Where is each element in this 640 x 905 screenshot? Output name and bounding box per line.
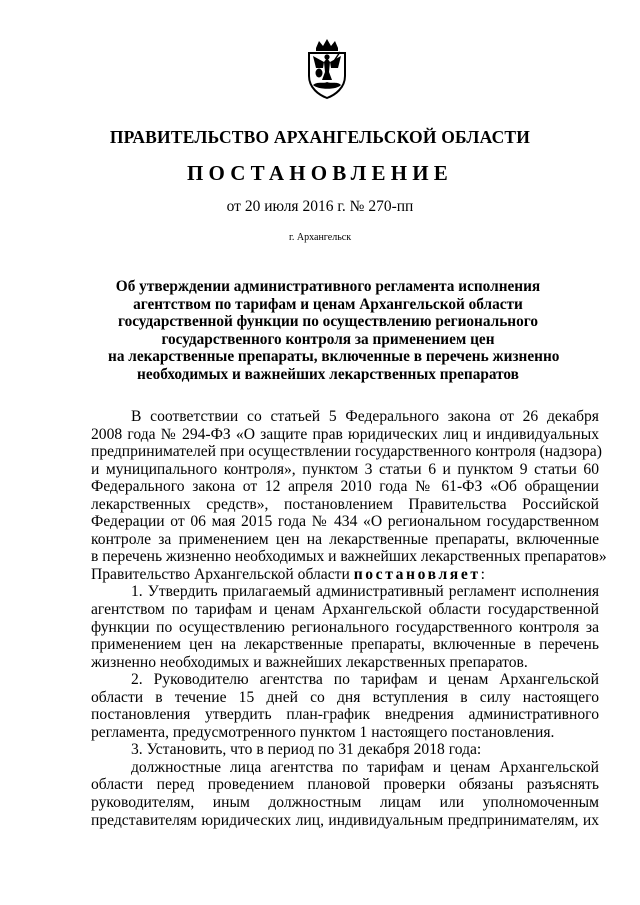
body-line: области в течение 15 дней со дня вступления в силу настоящего	[91, 688, 599, 706]
body-line: контроле за применением цен на лекарственные препараты, включенные	[91, 530, 599, 548]
city: г. Архангельск	[288, 232, 352, 243]
body-line: В соответствии со статьей 5 Федерального закона от 26 декабря	[131, 408, 599, 425]
document-title	[108, 278, 560, 383]
body-line: применением цен на лекарственные препараты, включенные в перечень	[91, 636, 599, 654]
body-line: жизненно необходимых и важнейших лекарственных препаратов.	[91, 653, 528, 671]
body-line: 2. Руководителю агентства по тарифам и ценам Архангельской	[131, 671, 599, 689]
body-line: постановления утвердить план-график внедрения административного	[91, 706, 599, 724]
title-line: необходимых и важнейших лекарственных препаратов	[137, 365, 519, 383]
body-line: в перечень жизненно необходимых и важнейших лекарственных препаратов»	[91, 548, 607, 566]
coat-of-arms-emblem	[304, 38, 350, 100]
date-and-number: от 20 июля 2016 г. № 270-пп	[226, 198, 414, 215]
body-line-resolves	[91, 566, 599, 584]
body-line: представителям юридических лиц, индивидуальным предпринимателям, их	[91, 811, 599, 829]
body-line: функции по осуществлению регионального государственного контроля за	[91, 618, 599, 636]
body-line: области перед проведением плановой проверки обязаны разъяснять	[91, 776, 599, 794]
title-line: Об утверждении административного регламента исполнения	[115, 278, 541, 295]
body-line: предпринимателей при осуществлении государственного контроля (надзора)	[91, 443, 602, 461]
body-line: регламента, предусмотренного пунктом 1 настоящего постановления.	[91, 723, 555, 741]
body-line-text: Правительство Архангельской области	[91, 565, 350, 583]
body-line: руководителям, иным должностным лицам или уполномоченным	[91, 794, 599, 812]
resolves-colon: :	[480, 565, 485, 583]
body-line: 1. Утвердить прилагаемый административный регламент исполнения	[131, 583, 599, 601]
body-line: и муниципального контроля», пунктом 3 статьи 6 и пунктом 9 статьи 60	[91, 460, 599, 478]
body-line: агентством по тарифам и ценам Архангельской области государственной	[91, 601, 599, 619]
body-line: должностные лица агентства по тарифам и ценам Архангельской	[131, 758, 599, 776]
document-body	[91, 408, 607, 829]
body-line: Федерации от 06 мая 2015 года № 434 «О региональном государственном	[91, 513, 599, 531]
resolves-word: постановляет	[353, 565, 481, 583]
body-line: 3. Установить, что в период по 31 декабря 2018 года:	[131, 741, 482, 759]
government-name: ПРАВИТЕЛЬСТВО АРХАНГЕЛЬСКОЙ ОБЛАСТИ	[109, 127, 531, 147]
title-line: на лекарственные препараты, включенные в перечень жизненно	[108, 348, 560, 365]
title-line: государственного контроля за применением цен	[161, 330, 495, 348]
document-type: ПОСТАНОВЛЕНИЕ	[186, 161, 454, 185]
body-line: лекарственных средств», постановлением Правительства Российской	[91, 495, 599, 513]
body-line: Федерального закона от 12 апреля 2010 года № 61-ФЗ «Об обращении	[91, 478, 599, 496]
title-line: государственной функции по осуществлению регионального	[118, 313, 538, 330]
body-line: 2008 года № 294-ФЗ «О защите прав юридических лиц и индивидуальных	[91, 425, 599, 443]
title-line: агентством по тарифам и ценам Архангельской области	[133, 295, 523, 313]
